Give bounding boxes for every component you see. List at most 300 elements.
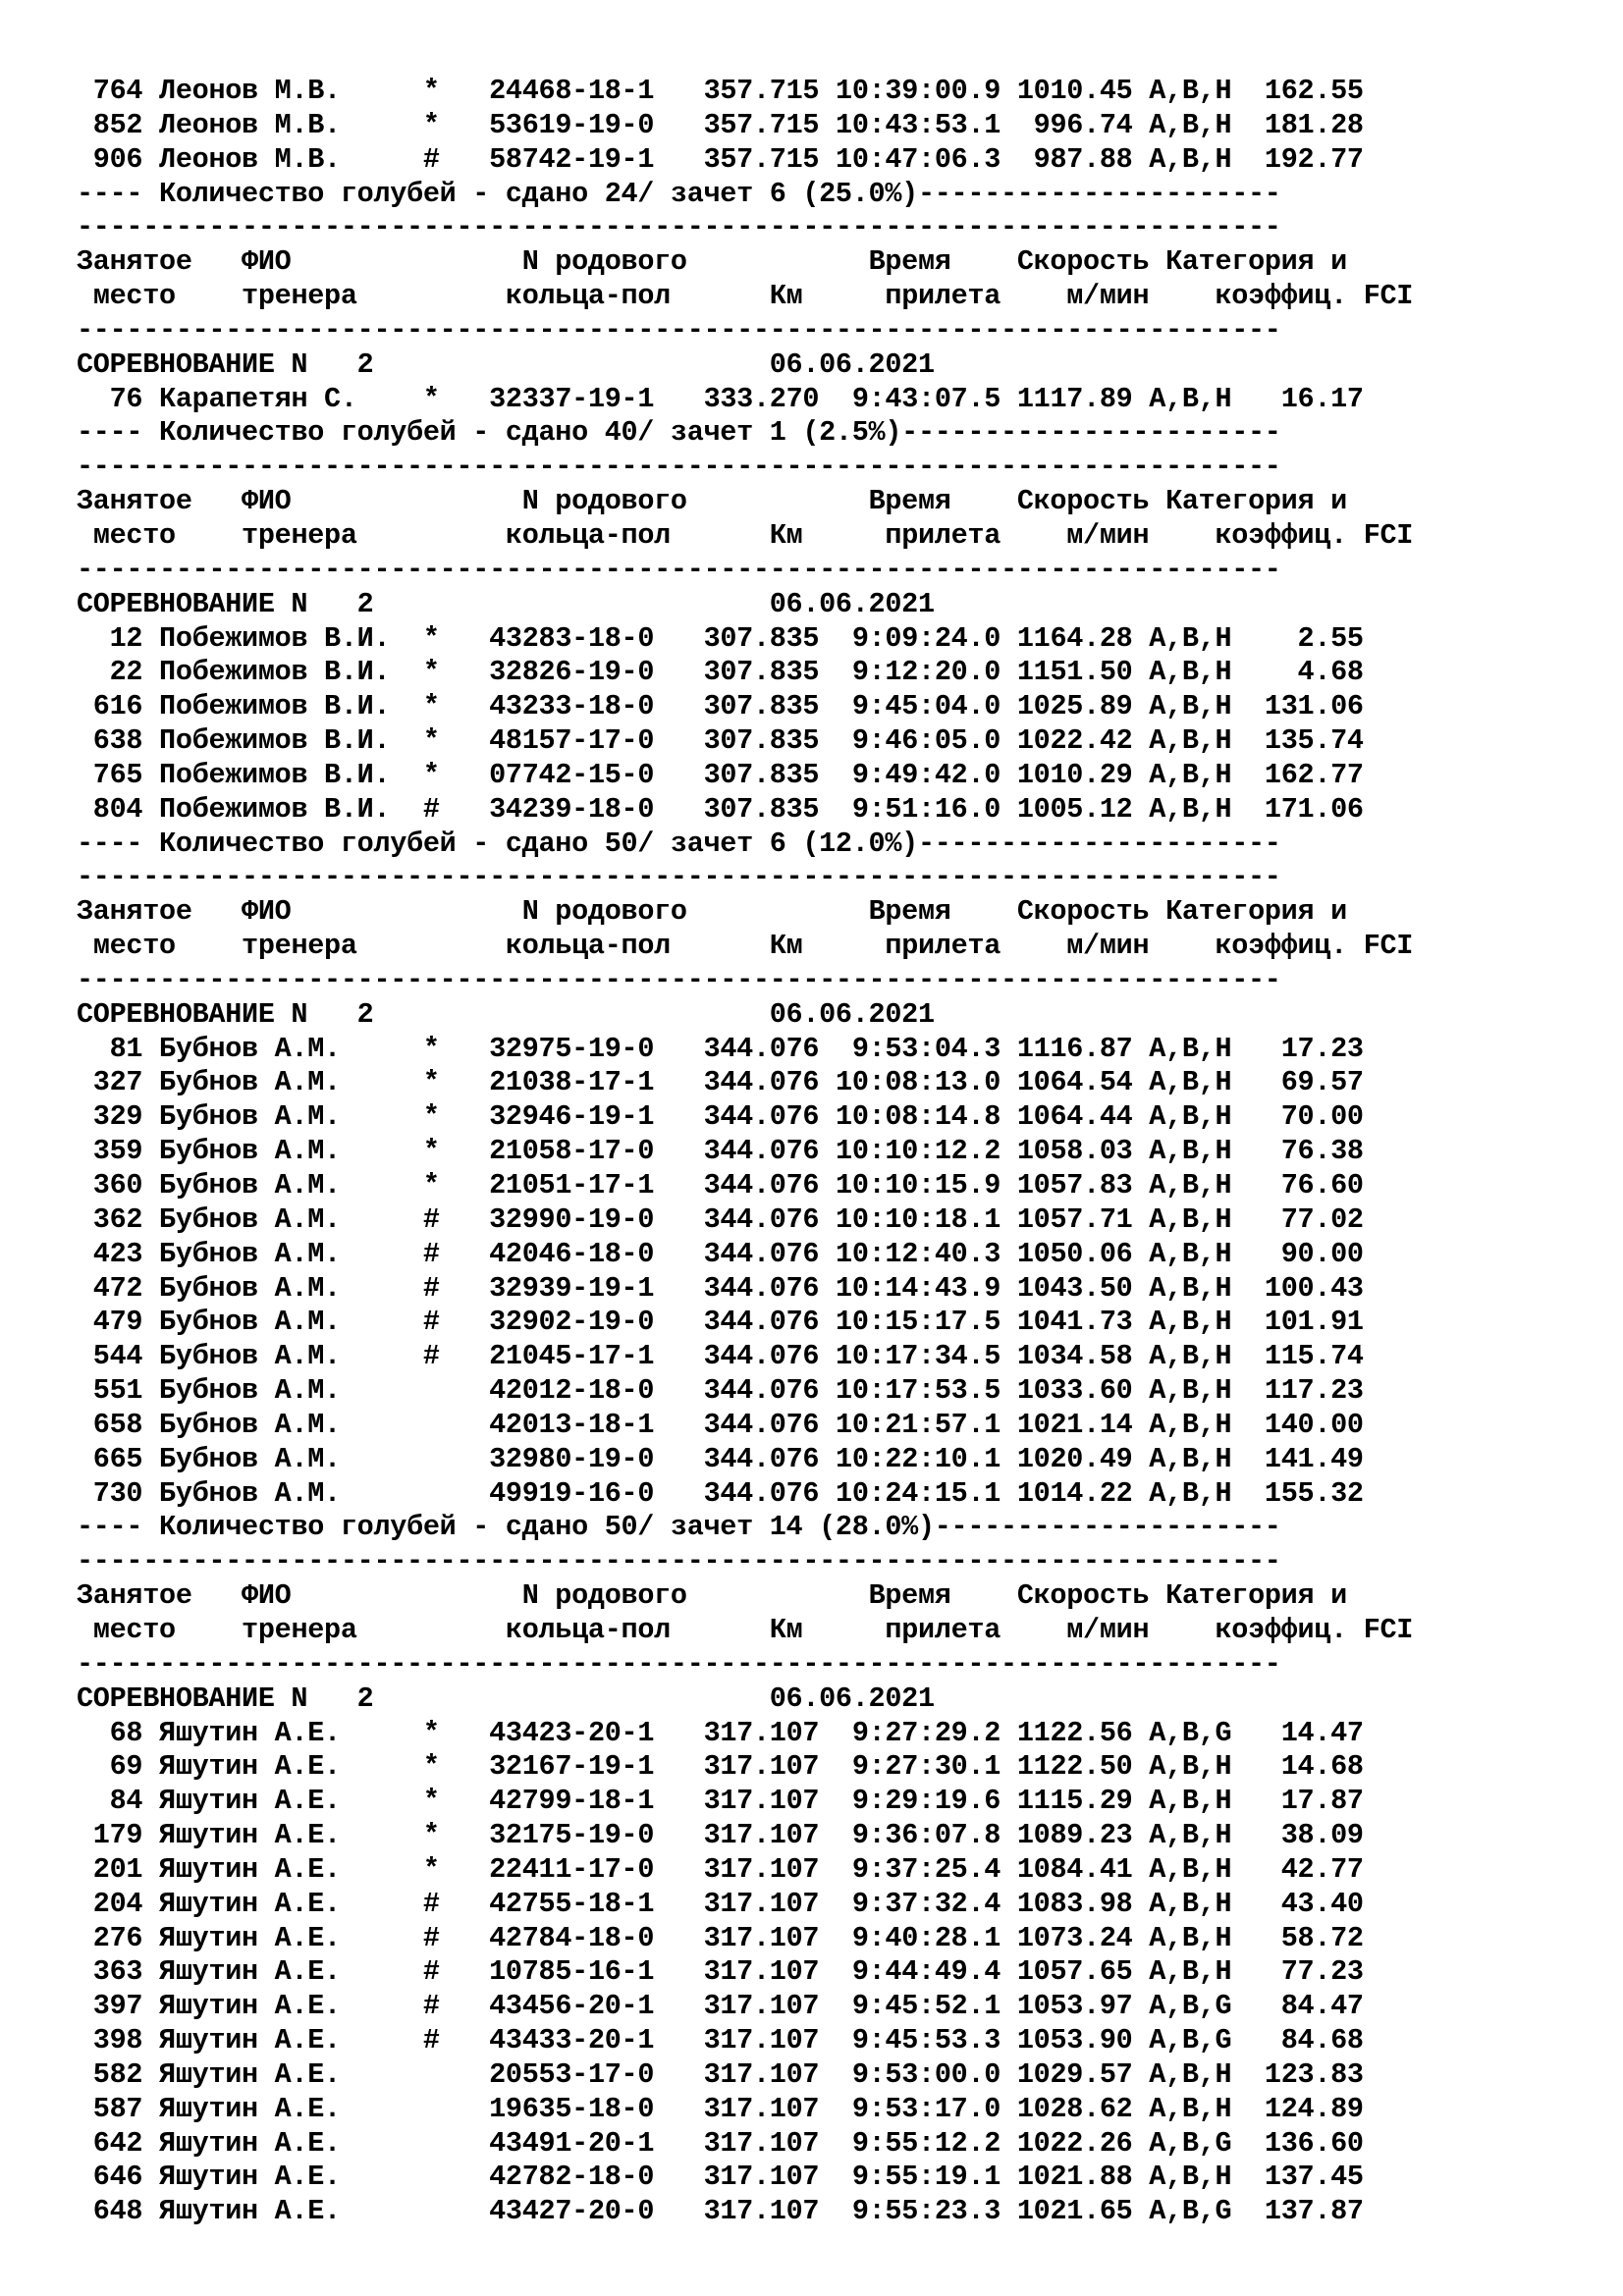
table-row (77, 1477, 1549, 1512)
trainer-cell: Леонов М.В. (159, 142, 423, 176)
place-cell: 398 (77, 2024, 143, 2057)
speed-cell: 1022.42 (1016, 724, 1133, 758)
competition-title (77, 1682, 1549, 1717)
km-cell: 344.076 (703, 1374, 820, 1408)
time-cell: 10:10:15.9 (836, 1169, 1001, 1201)
trainer-cell: Яшутин А.Е. (159, 1819, 423, 1852)
table-row (77, 1409, 1549, 1443)
header-ring-2: кольца-пол (505, 930, 671, 963)
mark-cell: # (422, 792, 440, 826)
mark-cell (423, 2161, 440, 2193)
time-cell: 9:27:30.1 (836, 1750, 1001, 1784)
mark-cell: * (422, 1169, 440, 1201)
competition-title (77, 998, 1549, 1033)
place-cell: 69 (77, 1750, 143, 1784)
ring-cell: 21051-17-1 (489, 1169, 655, 1201)
fci-cell: 14.47 (1231, 1716, 1364, 1749)
table-row (77, 1443, 1549, 1477)
ring-cell: 10785-16-1 (489, 1955, 655, 1989)
table-row (77, 622, 1549, 657)
speed-cell: 996.74 (1016, 108, 1133, 141)
category-cell: A,B,H (1149, 1202, 1232, 1236)
table-row (77, 1272, 1549, 1307)
header-place-2: место (92, 930, 209, 963)
fci-cell: 137.45 (1231, 2161, 1364, 2194)
ring-cell: 42782-18-0 (489, 2161, 655, 2194)
mark-cell: # (422, 1237, 440, 1270)
place-cell: 201 (77, 1852, 143, 1886)
divider: ------------------------------------------------------------------------- (77, 1545, 1281, 1578)
speed-cell: 1028.62 (1016, 2092, 1133, 2125)
header-speed-2: м/мин (1066, 280, 1150, 313)
header-trainer-2: тренера (242, 1613, 506, 1646)
time-cell: 9:29:19.6 (836, 1785, 1001, 1818)
header-ring: N родового (521, 895, 687, 929)
place-cell: 658 (77, 1408, 143, 1441)
fci-cell: 14.68 (1231, 1750, 1364, 1784)
category-cell: A,B,G (1149, 2126, 1232, 2160)
speed-cell: 1021.65 (1016, 2195, 1133, 2228)
table-row (77, 793, 1549, 828)
place-cell: 179 (77, 1819, 143, 1852)
trainer-cell: Яшутин А.Е. (159, 2024, 423, 2057)
fci-cell: 69.57 (1231, 1066, 1364, 1099)
km-cell: 307.835 (703, 792, 820, 826)
table-row (77, 1955, 1549, 1990)
place-cell: 472 (77, 1271, 143, 1305)
trainer-cell: Яшутин А.Е. (159, 2092, 423, 2125)
header-category-2: коэффиц. FCI (1215, 518, 1414, 552)
summary-line: ---- Количество голубей - сдано 40/ зачет 1 (2.5%)----------------------- (77, 416, 1281, 450)
table-row (77, 2127, 1549, 2162)
mark-cell: * (422, 1819, 440, 1852)
mark-cell: * (422, 621, 440, 655)
mark-cell (423, 2127, 440, 2160)
ring-cell: 24468-18-1 (489, 75, 655, 107)
category-cell: A,B,H (1149, 724, 1232, 758)
time-cell: 10:17:34.5 (836, 1340, 1001, 1373)
category-cell: A,B,H (1149, 1955, 1232, 1989)
speed-cell: 1010.29 (1016, 758, 1133, 791)
fci-cell: 77.02 (1231, 1202, 1364, 1236)
speed-cell: 1053.97 (1016, 1990, 1133, 2023)
speed-cell: 1050.06 (1016, 1237, 1133, 1270)
competition-name: СОРЕВНОВАНИЕ N 2 (77, 997, 770, 1031)
km-cell: 344.076 (703, 1442, 820, 1475)
place-cell: 362 (77, 1202, 143, 1236)
category-cell: A,B,H (1149, 1476, 1232, 1510)
ring-cell: 48157-17-0 (489, 724, 655, 758)
table-row (77, 759, 1549, 793)
speed-cell: 1029.57 (1016, 2057, 1133, 2091)
km-cell: 344.076 (703, 1408, 820, 1441)
category-cell: A,B,H (1149, 1852, 1232, 1886)
time-cell: 10:39:00.9 (836, 75, 1001, 107)
trainer-cell: Побежимов В.И. (159, 621, 423, 655)
header-category-2: коэффиц. FCI (1215, 1613, 1414, 1646)
place-cell: 204 (77, 1887, 143, 1920)
category-cell: A,B,H (1149, 1306, 1232, 1339)
ring-cell: 42784-18-0 (489, 1921, 655, 1954)
speed-cell: 1151.50 (1016, 656, 1133, 689)
fci-cell: 192.77 (1231, 142, 1364, 176)
speed-cell: 1083.98 (1016, 1887, 1133, 1920)
mark-cell: # (422, 1340, 440, 1373)
time-cell: 9:55:12.2 (836, 2126, 1001, 2160)
table-row (77, 1135, 1549, 1169)
trainer-cell: Бубнов А.М. (159, 1408, 423, 1441)
category-cell: A,B,H (1149, 1374, 1232, 1408)
km-cell: 317.107 (703, 1785, 820, 1818)
table-row (77, 1033, 1549, 1067)
header-category: Категория и (1165, 245, 1347, 279)
time-cell: 9:27:29.2 (836, 1716, 1001, 1749)
table-row (77, 1374, 1549, 1409)
mark-cell: * (422, 1135, 440, 1168)
ring-cell: 42755-18-1 (489, 1887, 655, 1920)
time-cell: 9:53:04.3 (836, 1032, 1001, 1065)
speed-cell: 1022.26 (1016, 2126, 1133, 2160)
ring-cell: 32826-19-0 (489, 656, 655, 689)
fci-cell: 76.38 (1231, 1135, 1364, 1168)
ring-cell: 43456-20-1 (489, 1990, 655, 2023)
fci-cell: 123.83 (1231, 2057, 1364, 2091)
place-cell: 84 (77, 1785, 143, 1818)
column-header-line1 (77, 485, 1549, 519)
speed-cell: 1005.12 (1016, 792, 1133, 826)
mark-cell (423, 1477, 440, 1510)
divider: ------------------------------------------------------------------------- (77, 553, 1281, 586)
table-row (77, 1922, 1549, 1956)
place-cell: 544 (77, 1340, 143, 1373)
speed-cell: 1064.44 (1016, 1100, 1133, 1134)
column-header-line2 (77, 1614, 1549, 1648)
fci-cell: 16.17 (1231, 382, 1364, 415)
speed-cell: 1064.54 (1016, 1066, 1133, 1099)
speed-cell: 1020.49 (1016, 1442, 1133, 1475)
ring-cell: 32990-19-0 (489, 1202, 655, 1236)
km-cell: 317.107 (703, 2195, 820, 2228)
time-cell: 9:43:07.5 (836, 382, 1001, 415)
ring-cell: 32975-19-0 (489, 1032, 655, 1065)
table-row (77, 1785, 1549, 1819)
place-cell: 397 (77, 1990, 143, 2023)
trainer-cell: Бубнов А.М. (159, 1306, 423, 1339)
table-row (77, 109, 1549, 143)
ring-cell: 43233-18-0 (489, 690, 655, 723)
trainer-cell: Побежимов В.И. (159, 758, 423, 791)
fci-cell: 131.06 (1231, 690, 1364, 723)
mark-cell: * (422, 1100, 440, 1134)
table-row (77, 1717, 1549, 1751)
mark-cell: # (422, 142, 440, 176)
ring-cell: 42013-18-1 (489, 1408, 655, 1441)
category-cell: A,B,H (1149, 690, 1232, 723)
fci-cell: 100.43 (1231, 1271, 1364, 1305)
time-cell: 10:17:53.5 (836, 1374, 1001, 1408)
place-cell: 764 (77, 75, 143, 107)
time-cell: 9:37:25.4 (836, 1852, 1001, 1886)
ring-cell: 43491-20-1 (489, 2126, 655, 2160)
table-row (77, 2093, 1549, 2127)
trainer-cell: Побежимов В.И. (159, 724, 423, 758)
mark-cell: # (422, 1306, 440, 1339)
trainer-cell: Яшутин А.Е. (159, 2126, 423, 2160)
mark-cell: * (422, 1785, 440, 1818)
speed-cell: 1122.50 (1016, 1750, 1133, 1784)
time-cell: 9:45:52.1 (836, 1990, 1001, 2023)
km-cell: 317.107 (703, 2024, 820, 2057)
category-cell: A,B,H (1149, 2092, 1232, 2125)
competition-name: СОРЕВНОВАНИЕ N 2 (77, 347, 770, 381)
column-header-line2 (77, 519, 1549, 554)
ring-cell: 07742-15-0 (489, 758, 655, 791)
speed-cell: 1010.45 (1016, 75, 1133, 107)
time-cell: 9:37:32.4 (836, 1887, 1001, 1920)
header-category: Категория и (1165, 1579, 1347, 1613)
time-cell: 10:22:10.1 (836, 1442, 1001, 1475)
competition-date: 06.06.2021 (769, 587, 935, 620)
km-cell: 317.107 (703, 1852, 820, 1886)
fci-cell: 84.68 (1231, 2024, 1364, 2057)
speed-cell: 1057.83 (1016, 1169, 1133, 1201)
ring-cell: 32902-19-0 (489, 1306, 655, 1339)
place-cell: 587 (77, 2092, 143, 2125)
mark-cell: # (422, 1921, 440, 1954)
column-header-line1 (77, 245, 1549, 280)
mark-cell (423, 2195, 440, 2227)
trainer-cell: Бубнов А.М. (159, 1100, 423, 1134)
divider: ------------------------------------------------------------------------- (77, 861, 1281, 894)
header-place-2: место (92, 518, 209, 552)
ring-cell: 21038-17-1 (489, 1066, 655, 1099)
table-row (77, 1203, 1549, 1238)
km-cell: 307.835 (703, 758, 820, 791)
competition-date: 06.06.2021 (769, 1682, 935, 1715)
trainer-cell: Бубнов А.М. (159, 1202, 423, 1236)
trainer-cell: Бубнов А.М. (159, 1374, 423, 1408)
category-cell: A,B,H (1149, 1340, 1232, 1373)
table-row (77, 1238, 1549, 1272)
trainer-cell: Бубнов А.М. (159, 1237, 423, 1270)
time-cell: 9:09:24.0 (836, 621, 1001, 655)
header-trainer: ФИО (242, 485, 490, 518)
place-cell: 804 (77, 792, 143, 826)
place-cell: 765 (77, 758, 143, 791)
header-ring-2: кольца-пол (505, 518, 671, 552)
km-cell: 357.715 (703, 142, 820, 176)
fci-cell: 90.00 (1231, 1237, 1364, 1270)
category-cell: A,B,H (1149, 758, 1232, 791)
competition-title (77, 588, 1549, 622)
km-cell: 307.835 (703, 656, 820, 689)
ring-cell: 21058-17-0 (489, 1135, 655, 1168)
competition-date: 06.06.2021 (769, 347, 935, 381)
fci-cell: 4.68 (1231, 656, 1364, 689)
place-cell: 327 (77, 1066, 143, 1099)
header-time-2: прилета (885, 930, 1001, 963)
speed-cell: 1117.89 (1016, 382, 1133, 415)
speed-cell: 1025.89 (1016, 690, 1133, 723)
fci-cell: 70.00 (1231, 1100, 1364, 1134)
column-header-line1 (77, 895, 1549, 930)
category-cell: A,B,H (1149, 621, 1232, 655)
fci-cell: 117.23 (1231, 1374, 1364, 1408)
header-trainer-2: тренера (242, 280, 506, 313)
km-cell: 317.107 (703, 1921, 820, 1954)
speed-cell: 1089.23 (1016, 1819, 1133, 1852)
mark-cell: * (422, 1032, 440, 1065)
trainer-cell: Яшутин А.Е. (159, 1852, 423, 1886)
fci-cell: 17.23 (1231, 1032, 1364, 1065)
table-row (77, 2195, 1549, 2229)
ring-cell: 49919-16-0 (489, 1476, 655, 1510)
ring-cell: 32167-19-1 (489, 1750, 655, 1784)
mark-cell: * (422, 1716, 440, 1749)
category-cell: A,B,G (1149, 1990, 1232, 2023)
trainer-cell: Яшутин А.Е. (159, 1955, 423, 1989)
km-cell: 344.076 (703, 1306, 820, 1339)
speed-cell: 1053.90 (1016, 2024, 1133, 2057)
header-time: Время (868, 1579, 951, 1613)
header-time-2: прилета (885, 280, 1001, 313)
trainer-cell: Бубнов А.М. (159, 1169, 423, 1201)
time-cell: 10:47:06.3 (836, 142, 1001, 176)
place-cell: 76 (77, 382, 143, 415)
table-row (77, 2058, 1549, 2093)
table-row (77, 690, 1549, 724)
km-cell: 344.076 (703, 1271, 820, 1305)
fci-cell: 181.28 (1231, 108, 1364, 141)
mark-cell (423, 1409, 440, 1441)
trainer-cell: Бубнов А.М. (159, 1135, 423, 1168)
fci-cell: 171.06 (1231, 792, 1364, 826)
category-cell: A,B,H (1149, 382, 1232, 415)
header-place: Занятое (77, 895, 209, 929)
fci-cell: 2.55 (1231, 621, 1364, 655)
trainer-cell: Яшутин А.Е. (159, 2057, 423, 2091)
trainer-cell: Побежимов В.И. (159, 792, 423, 826)
km-cell: 317.107 (703, 1887, 820, 1920)
km-cell: 344.076 (703, 1100, 820, 1134)
fci-cell: 43.40 (1231, 1887, 1364, 1920)
place-cell: 642 (77, 2126, 143, 2160)
category-cell: A,B,H (1149, 1785, 1232, 1818)
divider: ------------------------------------------------------------------------- (77, 1647, 1281, 1681)
place-cell: 81 (77, 1032, 143, 1065)
divider: ------------------------------------------------------------------------- (77, 963, 1281, 996)
km-cell: 344.076 (703, 1135, 820, 1168)
time-cell: 9:53:17.0 (836, 2092, 1001, 2125)
fci-cell: 162.55 (1231, 75, 1364, 107)
results-report (77, 75, 1549, 2229)
time-cell: 10:14:43.9 (836, 1271, 1001, 1305)
fci-cell: 38.09 (1231, 1819, 1364, 1852)
km-cell: 317.107 (703, 2057, 820, 2091)
fci-cell: 135.74 (1231, 724, 1364, 758)
header-category-2: коэффиц. FCI (1215, 280, 1414, 313)
place-cell: 906 (77, 142, 143, 176)
competition-name: СОРЕВНОВАНИЕ N 2 (77, 1682, 770, 1715)
place-cell: 638 (77, 724, 143, 758)
table-row (77, 1990, 1549, 2024)
ring-cell: 42046-18-0 (489, 1237, 655, 1270)
category-cell: A,B,H (1149, 1237, 1232, 1270)
category-cell: A,B,H (1149, 142, 1232, 176)
category-cell: A,B,H (1149, 1271, 1232, 1305)
header-speed-2: м/мин (1066, 930, 1150, 963)
mark-cell: # (422, 1202, 440, 1236)
km-cell: 317.107 (703, 1955, 820, 1989)
km-cell: 307.835 (703, 621, 820, 655)
header-time: Время (868, 245, 951, 279)
mark-cell (423, 2058, 440, 2091)
fci-cell: 115.74 (1231, 1340, 1364, 1373)
header-km: Км (769, 280, 803, 313)
ring-cell: 42012-18-0 (489, 1374, 655, 1408)
trainer-cell: Яшутин А.Е. (159, 1921, 423, 1954)
category-cell: A,B,G (1149, 2195, 1232, 2228)
header-ring-2: кольца-пол (505, 280, 671, 313)
time-cell: 9:44:49.4 (836, 1955, 1001, 1989)
speed-cell: 1164.28 (1016, 621, 1133, 655)
header-time: Время (868, 485, 951, 518)
category-cell: A,B,H (1149, 1750, 1232, 1784)
fci-cell: 42.77 (1231, 1852, 1364, 1886)
ring-cell: 32946-19-1 (489, 1100, 655, 1134)
header-time-2: прилета (885, 518, 1001, 552)
time-cell: 10:08:14.8 (836, 1100, 1001, 1134)
ring-cell: 22411-17-0 (489, 1852, 655, 1886)
header-speed-2: м/мин (1066, 1613, 1150, 1646)
mark-cell: * (422, 656, 440, 689)
time-cell: 10:10:18.1 (836, 1202, 1001, 1236)
header-category-2: коэффиц. FCI (1215, 930, 1414, 963)
fci-cell: 76.60 (1231, 1169, 1364, 1201)
category-cell: A,B,G (1149, 2024, 1232, 2057)
ring-cell: 20553-17-0 (489, 2057, 655, 2091)
header-ring-2: кольца-пол (505, 1613, 671, 1646)
header-place-2: место (92, 280, 209, 313)
time-cell: 9:53:00.0 (836, 2057, 1001, 2091)
divider: ------------------------------------------------------------------------- (77, 451, 1281, 484)
category-cell: A,B,H (1149, 1819, 1232, 1852)
fci-cell: 141.49 (1231, 1442, 1364, 1475)
trainer-cell: Яшутин А.Е. (159, 1887, 423, 1920)
mark-cell (423, 1443, 440, 1475)
km-cell: 307.835 (703, 724, 820, 758)
table-row (77, 75, 1549, 109)
table-row (77, 383, 1549, 417)
ring-cell: 32175-19-0 (489, 1819, 655, 1852)
trainer-cell: Бубнов А.М. (159, 1066, 423, 1099)
category-cell: A,B,H (1149, 1169, 1232, 1201)
place-cell: 276 (77, 1921, 143, 1954)
trainer-cell: Яшутин А.Е. (159, 2161, 423, 2194)
header-km: Км (769, 930, 803, 963)
place-cell: 12 (77, 621, 143, 655)
header-km: Км (769, 518, 803, 552)
ring-cell: 43283-18-0 (489, 621, 655, 655)
category-cell: A,B,H (1149, 1921, 1232, 1954)
category-cell: A,B,H (1149, 2057, 1232, 2091)
place-cell: 363 (77, 1955, 143, 1989)
km-cell: 317.107 (703, 2126, 820, 2160)
table-row (77, 143, 1549, 178)
header-trainer-2: тренера (242, 930, 506, 963)
ring-cell: 32939-19-1 (489, 1271, 655, 1305)
mark-cell (423, 1374, 440, 1407)
